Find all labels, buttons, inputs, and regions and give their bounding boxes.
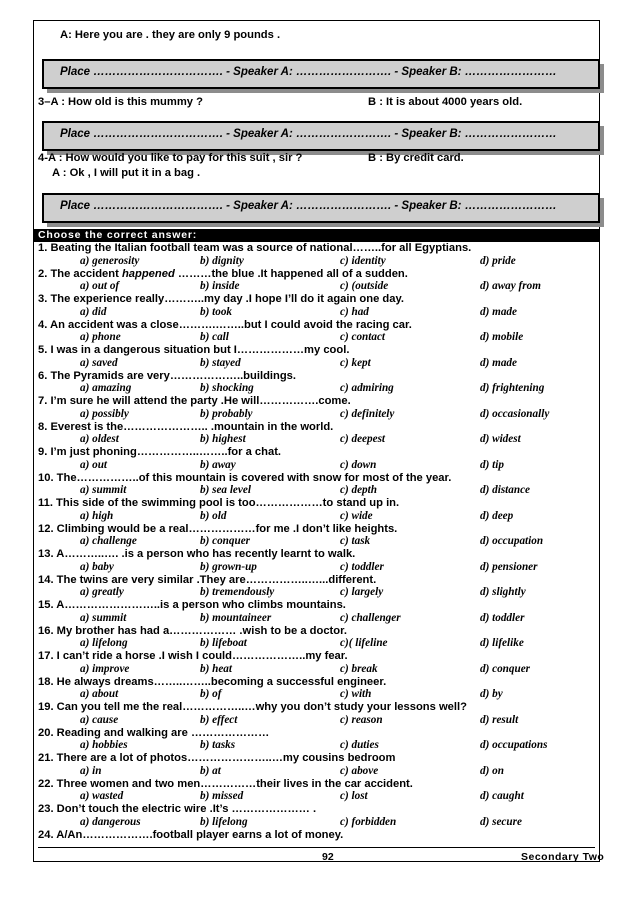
answer-option[interactable]: a) did <box>80 305 107 318</box>
answer-option[interactable]: a) lifelong <box>80 637 128 649</box>
answer-option[interactable]: d) toddler <box>480 611 525 624</box>
answer-option[interactable]: d) frightening <box>480 382 545 394</box>
answer-option[interactable]: c) break <box>340 662 378 675</box>
answer-option[interactable]: b) missed <box>200 790 244 802</box>
question-stem: 10. The……………..of this mountain is covered with snow for most of the year. <box>38 471 452 484</box>
question-stem: 5. I was in a dangerous situation but I………………my cool. <box>38 344 350 356</box>
question-stem <box>38 268 408 280</box>
answer-option[interactable]: a) summit <box>80 611 127 624</box>
answer-option[interactable]: a) greatly <box>80 586 124 598</box>
answer-option[interactable]: a) generosity <box>80 254 140 267</box>
answer-option[interactable]: c) definitely <box>340 407 395 420</box>
answer-option[interactable]: c) down <box>340 458 377 471</box>
page-number: 92 <box>322 851 334 863</box>
answer-option[interactable]: d) secure <box>480 815 522 828</box>
answer-option[interactable]: c) identity <box>340 254 386 267</box>
answer-option[interactable]: c) above <box>340 764 379 777</box>
grade-level: Secondary Two <box>521 851 605 863</box>
answer-option[interactable]: d) result <box>480 713 519 726</box>
answer-option[interactable]: a) out <box>80 458 108 471</box>
answer-option[interactable]: c) largely <box>340 586 384 598</box>
answer-option[interactable]: b) tasks <box>200 739 236 751</box>
question-stem: 18. He always dreams……..……..becoming a successful engineer. <box>38 675 387 688</box>
question-stem: 20. Reading and walking are ………………… <box>38 726 270 739</box>
answer-option[interactable]: a) oldest <box>80 433 119 445</box>
answer-option[interactable]: d) pride <box>480 254 516 267</box>
answer-option[interactable]: b) lifeboat <box>200 637 247 649</box>
answer-option[interactable]: b) highest <box>200 433 246 445</box>
answer-option[interactable]: d) occupation <box>480 535 544 547</box>
answer-option[interactable]: d) tip <box>480 458 504 471</box>
answer-option[interactable]: b) at <box>200 764 221 777</box>
place-box <box>42 193 600 223</box>
answer-option[interactable]: a) high <box>80 509 114 522</box>
question-stem: 1. Beating the Italian football team was a source of national……..for all Egyptians. <box>38 242 472 254</box>
question-stem: 19. Can you tell me the real……………..…why you don’t study your lessons well? <box>38 701 467 713</box>
answer-option[interactable]: c) duties <box>340 739 379 751</box>
answer-option[interactable]: d) conquer <box>480 662 531 675</box>
answer-option[interactable]: d) away from <box>480 280 541 292</box>
answer-option[interactable]: b) lifelong <box>200 815 248 828</box>
answer-option[interactable]: a) improve <box>80 662 130 675</box>
answer-option[interactable]: c) with <box>340 688 372 700</box>
answer-option[interactable]: a) hobbies <box>80 739 128 751</box>
question-stem: 17. I can’t ride a horse .I wish I could………………..my fear. <box>38 650 348 662</box>
question-stem: 4. An accident was a close……….……..but I could avoid the racing car. <box>38 318 412 331</box>
answer-option[interactable]: c) reason <box>340 713 383 726</box>
question-stem: 6. The Pyramids are very………………..buildings. <box>38 369 297 382</box>
question-stem-emphasis: happened <box>121 267 175 280</box>
answer-option[interactable]: d) lifelike <box>480 637 524 649</box>
answer-option[interactable]: d) pensioner <box>480 560 538 573</box>
answer-option[interactable]: c) forbidden <box>340 815 397 828</box>
answer-option[interactable]: c) toddler <box>340 560 384 573</box>
answer-option[interactable]: d) deep <box>480 509 514 522</box>
answer-option[interactable]: a) amazing <box>80 382 132 394</box>
answer-option[interactable]: b) sea level <box>200 484 251 496</box>
question-stem: 24. A/An……………….football player earns a lot of money. <box>38 828 344 841</box>
question-stem: 8. Everest is the………………….. .mountain in the world. <box>38 420 334 433</box>
question-stem: 3. The experience really………..my day .I hope I’ll do it again one day. <box>38 293 404 305</box>
answer-option[interactable]: d) widest <box>480 433 521 445</box>
section-title: Choose the correct answer: <box>38 229 198 241</box>
answer-option[interactable]: d) occasionally <box>480 407 550 420</box>
answer-option[interactable]: c) challenger <box>340 611 401 624</box>
answer-option[interactable]: d) slightly <box>480 586 526 598</box>
question-stem: 14. The twins are very similar .They are……………..…...different. <box>38 573 377 586</box>
answer-option[interactable]: a) saved <box>80 356 118 369</box>
answer-option[interactable]: a) about <box>80 688 119 700</box>
place-box <box>42 121 600 151</box>
question-stem-part: ………the blue .It happened all of a sudden. <box>174 267 408 280</box>
question-stem: 13. A………..…. .is a person who has recently learnt to walk. <box>38 548 356 560</box>
answer-option[interactable]: b) heat <box>200 662 233 675</box>
answer-option[interactable]: d) distance <box>480 484 531 496</box>
answer-option[interactable]: c) had <box>340 305 369 318</box>
answer-option[interactable]: c) contact <box>340 331 386 343</box>
answer-option[interactable]: b) shocking <box>200 382 254 394</box>
answer-option[interactable]: b) inside <box>200 280 240 292</box>
answer-option[interactable]: a) challenge <box>80 535 137 547</box>
answer-option[interactable]: b) away <box>200 458 236 471</box>
answer-option[interactable]: a) baby <box>80 560 114 573</box>
question-stem: 9. I’m just phoning……………..……..for a chat. <box>38 446 282 458</box>
question-stem: 7. I’m sure he will attend the party .He will…………….come. <box>38 395 351 407</box>
answer-option[interactable]: c) deepest <box>340 433 386 445</box>
answer-option[interactable]: b) mountaineer <box>200 611 272 624</box>
answer-option[interactable]: c) task <box>340 535 371 547</box>
place-label: Place ……………………………. - Speaker A: ……………………. - Speaker B: …………………… <box>60 200 557 212</box>
answer-option[interactable]: d) made <box>480 356 517 369</box>
answer-option[interactable]: b) dignity <box>200 254 244 267</box>
answer-option[interactable]: b) stayed <box>200 356 241 369</box>
answer-option[interactable]: d) on <box>480 764 504 777</box>
question-stem: 16. My brother has had a……………… .wish to be a doctor. <box>38 624 347 637</box>
question-stem-part: 2. The accident <box>38 267 122 280</box>
answer-option[interactable]: d) by <box>480 688 503 700</box>
place-box <box>42 59 600 89</box>
question-stem: 23. Don’t touch the electric wire .It’s ………………… . <box>38 803 317 815</box>
answer-option[interactable]: c) lost <box>340 790 368 802</box>
question-stem: 11. This side of the swimming pool is too………………to stand up in. <box>38 497 400 509</box>
answer-option[interactable]: a) wasted <box>80 790 124 802</box>
footer-divider <box>38 847 595 848</box>
answer-option[interactable]: b) conquer <box>200 535 251 547</box>
dialogue-answer: B : It is about 4000 years old. <box>368 96 523 108</box>
answer-option[interactable]: d) made <box>480 305 517 318</box>
answer-option[interactable]: a) summit <box>80 484 127 496</box>
answer-option[interactable]: c) (outside <box>340 280 389 292</box>
answer-option[interactable]: a) possibly <box>80 407 129 420</box>
answer-option[interactable]: c) wide <box>340 509 373 522</box>
question-stem: 21. There are a lot of photos…………………..…my cousins bedroom <box>38 752 396 764</box>
dialogue-line: A: Here you are . they are only 9 pounds . <box>60 29 281 41</box>
question-stem: 15. A……………………..is a person who climbs mountains. <box>38 599 346 611</box>
answer-option[interactable]: d) mobile <box>480 331 524 343</box>
answer-option[interactable]: d) occupations <box>480 739 548 751</box>
answer-option[interactable]: b) call <box>200 331 229 343</box>
answer-option[interactable]: b) probably <box>200 407 253 420</box>
answer-option[interactable]: b) grown-up <box>200 560 257 573</box>
answer-option[interactable]: c) kept <box>340 356 371 369</box>
answer-option[interactable]: d) caught <box>480 790 524 802</box>
answer-option[interactable]: b) tremendously <box>200 586 275 598</box>
answer-option[interactable]: b) took <box>200 305 233 318</box>
answer-option[interactable]: b) effect <box>200 713 238 726</box>
answer-option[interactable]: c) depth <box>340 484 377 496</box>
place-label: Place ……………………………. - Speaker A: ……………………. - Speaker B: …………………… <box>60 66 557 78</box>
answer-option[interactable]: a) in <box>80 764 102 777</box>
dialogue-question: 4-A : How would you like to pay for this suit , sir ? <box>38 152 303 164</box>
question-stem: 22. Three women and two men……………their lives in the car accident. <box>38 777 413 790</box>
answer-option[interactable]: c)( lifeline <box>340 637 388 649</box>
answer-option[interactable]: b) old <box>200 509 227 522</box>
section-header <box>33 229 600 242</box>
answer-option[interactable]: a) out of <box>80 280 120 292</box>
answer-option[interactable]: c) admiring <box>340 382 394 394</box>
dialogue-question: 3–A : How old is this mummy ? <box>38 96 203 108</box>
answer-option[interactable]: a) cause <box>80 713 119 726</box>
dialogue-line: A : Ok , I will put it in a bag . <box>52 167 201 179</box>
answer-option[interactable]: a) phone <box>80 331 121 343</box>
answer-option[interactable]: a) dangerous <box>80 815 141 828</box>
place-label: Place ……………………………. - Speaker A: ……………………. - Speaker B: …………………… <box>60 128 557 140</box>
answer-option[interactable]: b) of <box>200 688 222 700</box>
dialogue-answer: B : By credit card. <box>368 152 464 164</box>
question-stem: 12. Climbing would be a real………………for me .I don’t like heights. <box>38 522 398 535</box>
